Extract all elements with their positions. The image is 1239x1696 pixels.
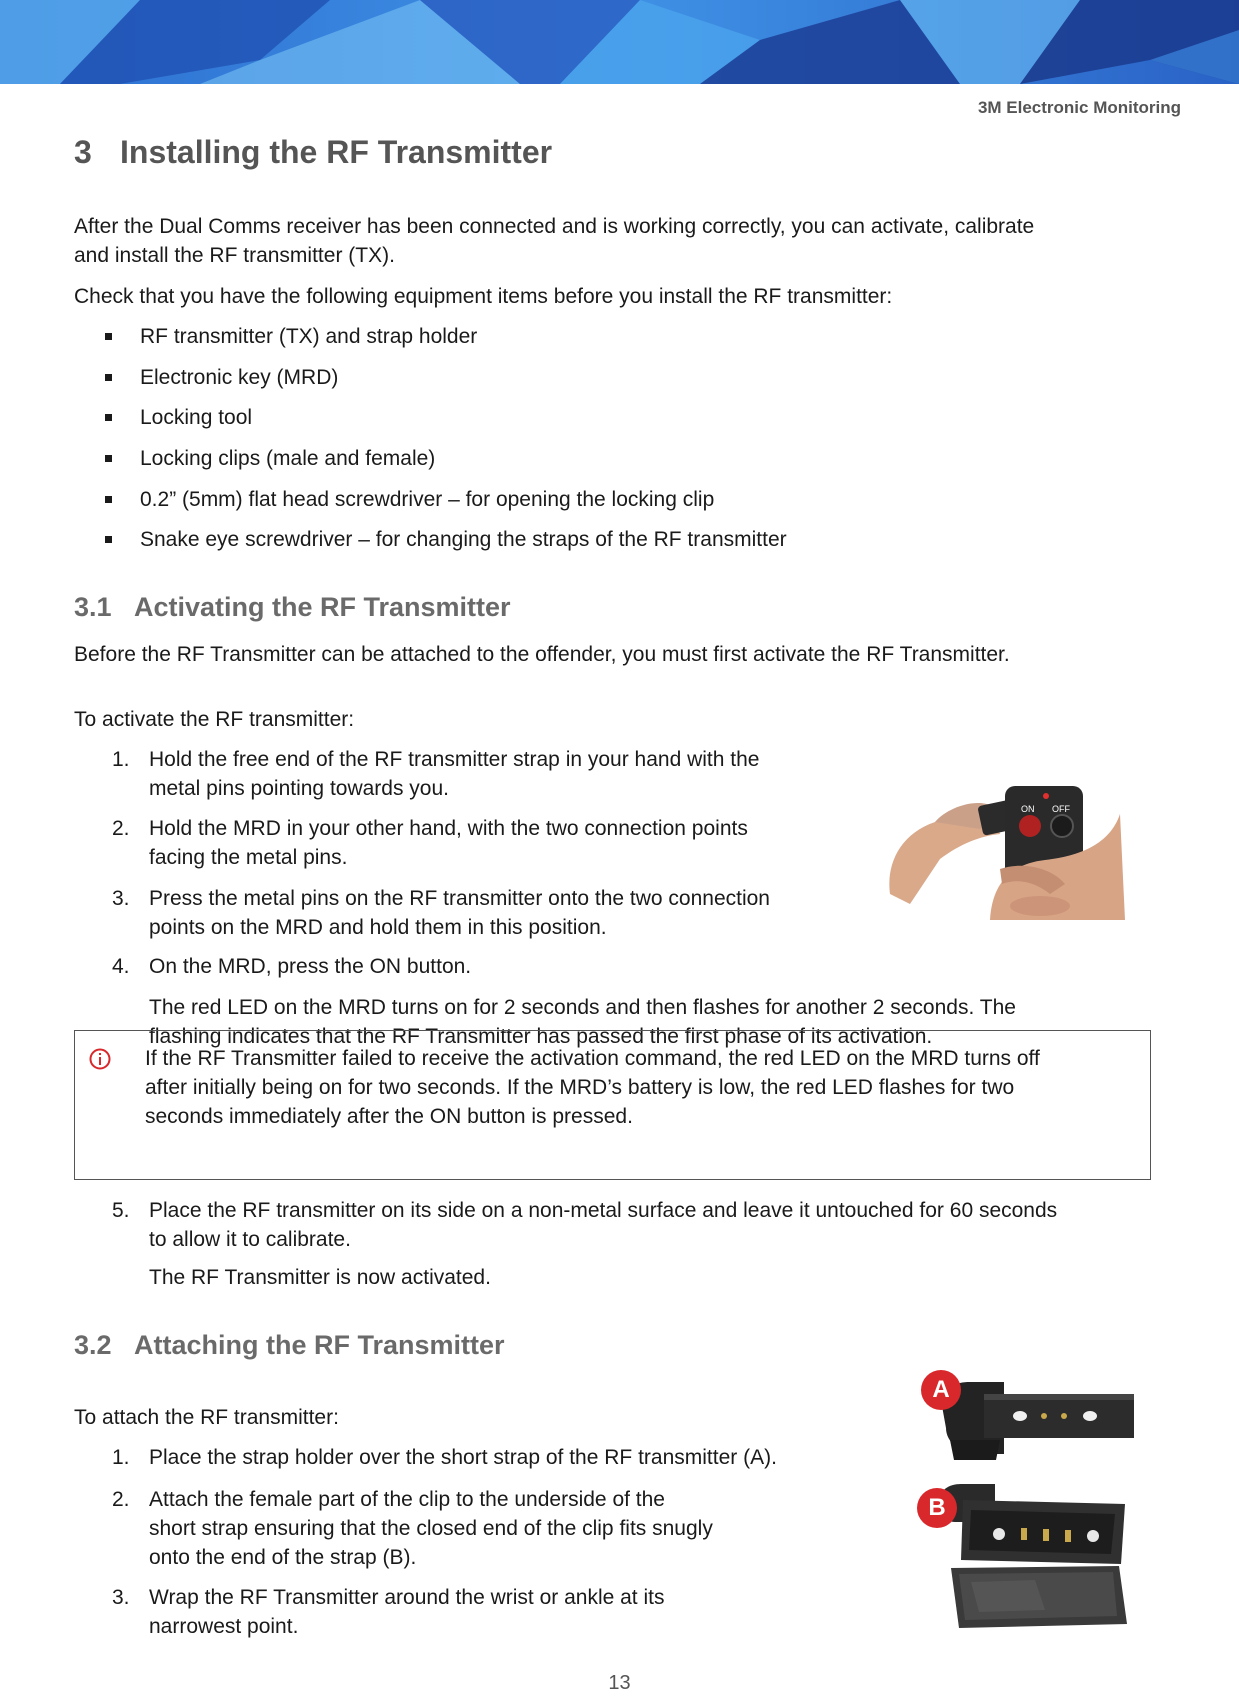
- step-text: facing the metal pins.: [149, 846, 348, 869]
- step-text: Wrap the RF Transmitter around the wrist or ankle at its: [149, 1586, 665, 1609]
- page-number: 13: [608, 1672, 631, 1694]
- equipment-item: 0.2” (5mm) flat head screwdriver – for opening the locking clip: [140, 485, 714, 514]
- list-item: [112, 1196, 1058, 1254]
- step-text: short strap ensuring that the closed end of the clip fits snugly: [149, 1517, 713, 1540]
- subsection-number: 3.2: [74, 1330, 112, 1360]
- step-text: On the MRD, press the ON button.: [149, 955, 472, 978]
- step-text: Place the RF transmitter on its side on a non-metal surface and leave it untouched for 60 seconds: [149, 1199, 1058, 1222]
- strap-holder-photo: [940, 1376, 1140, 1460]
- mrd-activation-photo: [880, 774, 1125, 920]
- section-number: 3: [74, 134, 92, 170]
- list-item: [112, 1583, 665, 1641]
- step-number: 1.: [112, 748, 130, 771]
- step-text: to allow it to calibrate.: [149, 1228, 351, 1251]
- subsection-intro: Before the RF Transmitter can be attached to the offender, you must first activate the RF Transmitter.: [74, 643, 1010, 666]
- list-item: [112, 952, 472, 981]
- step-text: Attach the female part of the clip to the underside of the: [149, 1488, 665, 1511]
- list-item: [112, 745, 760, 803]
- step-text: onto the end of the strap (B).: [149, 1546, 417, 1569]
- step-text: metal pins pointing towards you.: [149, 777, 449, 800]
- step-result: The red LED on the MRD turns on for 2 seconds and then flashes for another 2 seconds. The: [149, 996, 1016, 1019]
- mrd-off-label: OFF: [1052, 804, 1070, 814]
- label-b-badge: B: [917, 1488, 957, 1528]
- info-icon: [89, 1048, 111, 1070]
- label-a-badge: A: [921, 1370, 961, 1410]
- intro-line: and install the RF transmitter (TX).: [74, 244, 395, 267]
- step-text: Place the strap holder over the short strap of the RF transmitter (A).: [149, 1446, 777, 1469]
- subsection-title: Attaching the RF Transmitter: [134, 1330, 505, 1360]
- note-text: [145, 1044, 1145, 1131]
- step-text: narrowest point.: [149, 1615, 299, 1638]
- list-item: [112, 1443, 777, 1472]
- note-line: seconds immediately after the ON button is pressed.: [145, 1105, 633, 1128]
- subsection-heading: [74, 592, 511, 623]
- step-result: The RF Transmitter is now activated.: [149, 1266, 491, 1289]
- intro-line: After the Dual Comms receiver has been connected and is working correctly, you can activate, calibrate: [74, 215, 1035, 238]
- note-line: If the RF Transmitter failed to receive the activation command, the red LED on the MRD turns off: [145, 1047, 1040, 1070]
- subsection-title: Activating the RF Transmitter: [134, 592, 511, 622]
- step-text: Hold the free end of the RF transmitter strap in your hand with the: [149, 748, 760, 771]
- step-text: Hold the MRD in your other hand, with the two connection points: [149, 817, 748, 840]
- locking-clip-photo: [935, 1482, 1135, 1632]
- procedure-lead: To attach the RF transmitter:: [74, 1406, 339, 1429]
- list-item: [112, 814, 748, 872]
- subsection-number: 3.1: [74, 592, 112, 622]
- equipment-item: Electronic key (MRD): [140, 363, 338, 392]
- subsection-heading: [74, 1330, 505, 1361]
- info-note: [74, 1030, 1151, 1180]
- mrd-on-label: ON: [1021, 804, 1035, 814]
- step-number: 1.: [112, 1446, 130, 1469]
- equipment-item: Snake eye screwdriver – for changing the straps of the RF transmitter: [140, 525, 787, 554]
- equipment-item: Locking tool: [140, 403, 252, 432]
- list-item: [112, 884, 770, 942]
- brand-label: 3M Electronic Monitoring: [977, 98, 1181, 117]
- step-text: Press the metal pins on the RF transmitter onto the two connection: [149, 887, 770, 910]
- step-text: points on the MRD and hold them in this position.: [149, 916, 607, 939]
- equipment-item: RF transmitter (TX) and strap holder: [140, 322, 477, 351]
- equipment-item: Locking clips (male and female): [140, 444, 435, 473]
- section-heading: [74, 134, 552, 171]
- step-number: 5.: [112, 1199, 130, 1222]
- step-number: 4.: [112, 955, 130, 978]
- header-banner: [0, 0, 1239, 84]
- note-line: after initially being on for two seconds. If the MRD’s battery is low, the red LED flashes for two: [145, 1076, 1015, 1099]
- section-title: Installing the RF Transmitter: [120, 134, 553, 170]
- step-result: flashing indicates that the RF Transmitter has passed the first phase of its activation.: [149, 1025, 933, 1048]
- procedure-lead: To activate the RF transmitter:: [74, 708, 355, 731]
- step-number: 2.: [112, 817, 130, 840]
- list-item: [112, 1485, 713, 1572]
- step-number: 3.: [112, 1586, 130, 1609]
- check-paragraph: Check that you have the following equipment items before you install the RF transmitter:: [74, 285, 893, 308]
- step-number: 2.: [112, 1488, 130, 1511]
- step-number: 3.: [112, 887, 130, 910]
